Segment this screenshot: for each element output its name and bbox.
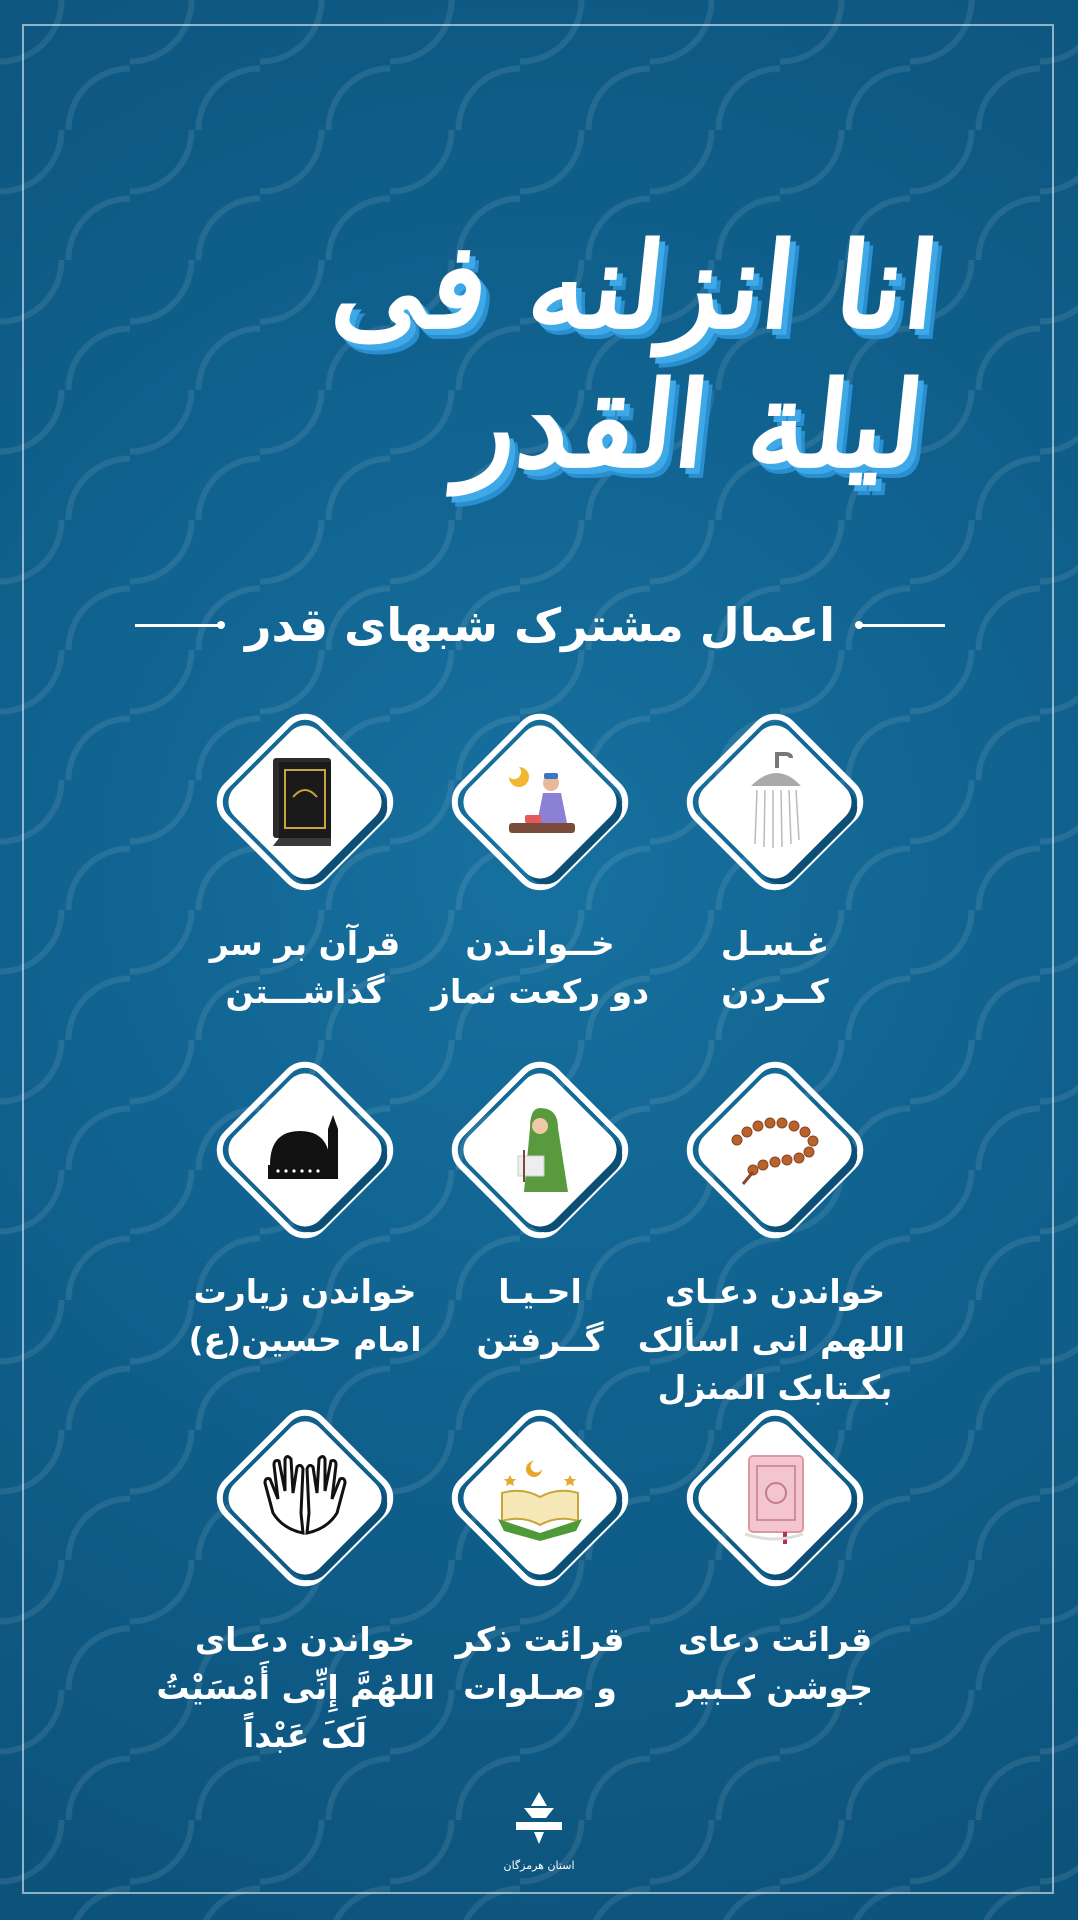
card-ihya xyxy=(410,1050,670,1364)
card-label-line: دو رکعت نماز xyxy=(430,972,650,1011)
logo-mark-icon xyxy=(489,1788,589,1859)
mosque-icon xyxy=(205,1050,405,1250)
card-label-line: خواندن دعـای xyxy=(664,1272,886,1311)
prayer-beads-icon xyxy=(675,1050,875,1250)
card-label-line: لَکَ عَبْداً xyxy=(242,1716,368,1755)
card-label-line: اللهم انی اسألک xyxy=(637,1320,905,1359)
card-ghusl xyxy=(645,702,905,1016)
card-label-line: خواندن دعـای xyxy=(194,1620,416,1659)
card-dua-allahumma-inni-asaluka xyxy=(637,1050,905,1412)
section-title: اعمال مشترک شبهای قدر xyxy=(244,598,836,652)
praying-man-icon xyxy=(440,702,640,902)
section-title-row xyxy=(135,585,945,665)
shower-icon xyxy=(675,702,875,902)
woman-praying-icon xyxy=(440,1050,640,1250)
calligraphy-title: انا انزلنه فی لیلة القدر xyxy=(325,216,945,494)
card-two-rakat-prayer xyxy=(410,702,670,1016)
card-label-line: اللهُمَّ إِنِّی أَمْسَیْتُ xyxy=(156,1668,435,1707)
raised-hands-icon xyxy=(205,1398,405,1598)
card-label-line: قرائت ذکر xyxy=(455,1620,625,1659)
logo-name: استان هرمزگان xyxy=(503,1859,575,1872)
card-label-line: گذاشـــتن xyxy=(225,972,385,1011)
card-label-line: غـسـل xyxy=(720,924,830,963)
title-divider-left xyxy=(135,624,223,627)
card-label-line: خــوانـدن xyxy=(465,924,615,963)
card-label-line: قرائت دعای xyxy=(677,1620,873,1659)
title-divider-right xyxy=(857,624,945,627)
card-label-line: گــرفتن xyxy=(476,1320,604,1359)
card-label-line: بکـتابک المنزل xyxy=(657,1368,893,1407)
card-label-line: جوشن کـبیر xyxy=(676,1668,874,1707)
card-quran-on-head xyxy=(175,702,435,1016)
card-label-line: خواندن زیارت xyxy=(193,1272,417,1311)
card-dhikr-salawat xyxy=(410,1398,670,1712)
card-label-line: قرآن بر سر xyxy=(209,924,401,963)
card-label-line: امام حسین(ع) xyxy=(188,1320,422,1359)
pink-quran-icon xyxy=(675,1398,875,1598)
card-label-line: و صـلوات xyxy=(463,1668,617,1707)
organization-logo xyxy=(489,1788,589,1872)
card-dua-allahumma-inni-amsaytu xyxy=(156,1398,435,1760)
card-jawshan-kabir xyxy=(645,1398,905,1712)
card-ziyarat-hussain xyxy=(175,1050,435,1364)
open-quran-icon xyxy=(440,1398,640,1598)
quran-book-icon xyxy=(205,702,405,902)
card-label-line: احـیـا xyxy=(498,1272,582,1311)
card-label-line: کــردن xyxy=(721,972,829,1011)
